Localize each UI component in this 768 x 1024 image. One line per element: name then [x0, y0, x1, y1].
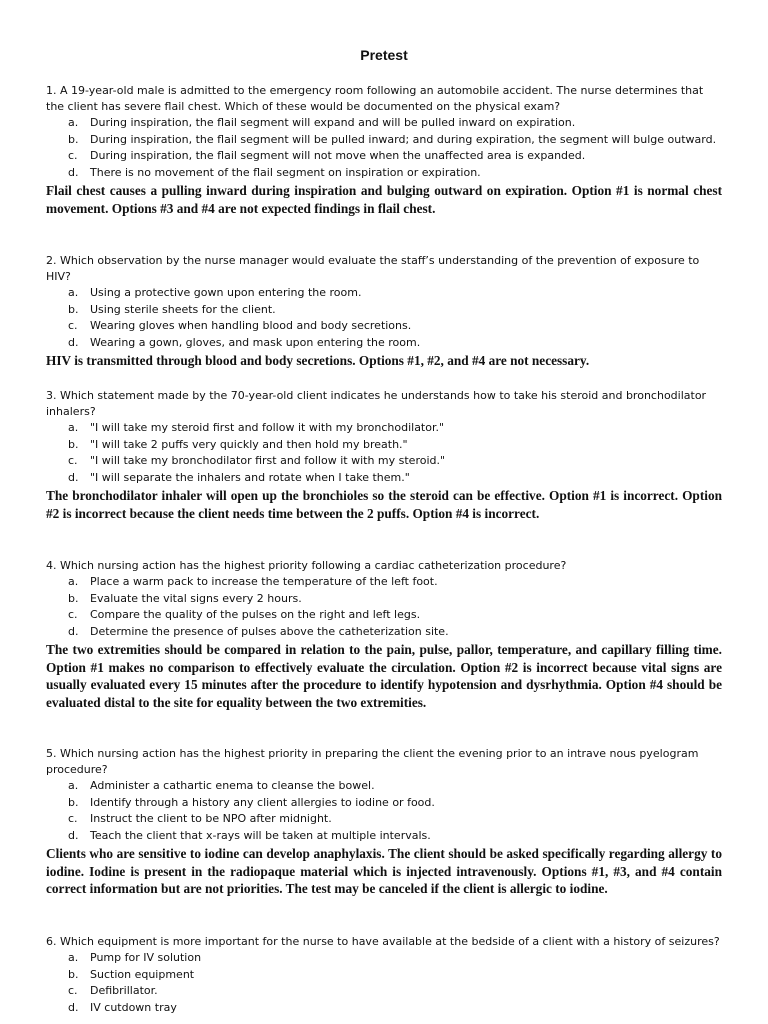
- option-d: [46, 165, 722, 182]
- option-text: Identify through a history any client allergies to iodine or food.: [90, 795, 435, 809]
- option-letter: d.: [68, 165, 79, 179]
- option-list: [46, 285, 722, 351]
- option-list: [46, 115, 722, 181]
- option-letter: b.: [68, 132, 79, 146]
- option-letter: a.: [68, 286, 79, 299]
- option-text: IV cutdown tray: [90, 1000, 177, 1014]
- option-list: [46, 420, 722, 486]
- option-b: [46, 591, 722, 608]
- option-b: [46, 132, 722, 149]
- option-c: [46, 607, 722, 624]
- option-b: [46, 967, 722, 984]
- option-text: There is no movement of the flail segment on inspiration or expiration.: [90, 165, 481, 179]
- question-4: [46, 558, 722, 711]
- option-text: "I will take my steroid first and follow it with my bronchodilator.": [90, 421, 445, 434]
- option-text: Wearing a gown, gloves, and mask upon entering the room.: [90, 335, 421, 349]
- option-text: Determine the presence of pulses above the catheterization site.: [90, 624, 449, 638]
- option-d: [46, 335, 722, 352]
- option-text: During inspiration, the flail segment will be pulled inward; and during expiration, the segment will bulge outward.: [90, 132, 717, 146]
- option-a: [46, 420, 722, 437]
- option-letter: c.: [68, 454, 78, 467]
- option-letter: b.: [68, 437, 79, 451]
- question-stem: 3. Which statement made by the 70-year-old client indicates he understands how to take his steroid and bronchodilator inhalers?: [46, 389, 707, 418]
- option-letter: d.: [68, 1000, 79, 1014]
- option-c: [46, 983, 722, 1000]
- option-b: [46, 437, 722, 454]
- option-a: [46, 115, 722, 132]
- option-text: During inspiration, the flail segment will expand and will be pulled inward on expiration.: [90, 116, 576, 129]
- option-a: [46, 950, 722, 967]
- option-a: [46, 574, 722, 591]
- option-d: [46, 1000, 722, 1017]
- option-text: Pump for IV solution: [90, 951, 202, 964]
- option-text: Using a protective gown upon entering the room.: [90, 286, 362, 299]
- question-1: [46, 83, 722, 217]
- option-letter: c.: [68, 812, 78, 825]
- question-stem: 5. Which nursing action has the highest priority in preparing the client the evening prior to an intrave nous pyelogram procedure?: [46, 747, 699, 776]
- option-b: [46, 302, 722, 319]
- option-text: "I will separate the inhalers and rotate when I take them.": [90, 470, 410, 484]
- option-list: [46, 778, 722, 844]
- option-text: Compare the quality of the pulses on the right and left legs.: [90, 608, 421, 621]
- option-text: Evaluate the vital signs every 2 hours.: [90, 591, 302, 605]
- option-letter: d.: [68, 335, 79, 349]
- answer-rationale: Clients who are sensitive to iodine can develop anaphylaxis. The client should be asked specifically regarding allergy to iodine. Iodine is present in the radiopaque material which is injected intravenously. Options #1, #3, and #4 contain correct information but are not priorities. The test may be canceled if the client is allergic to iodine.: [46, 846, 722, 897]
- option-list: [46, 950, 722, 1016]
- question-stem: 2. Which observation by the nurse manager would evaluate the staff’s understanding of the prevention of exposure to HIV?: [46, 254, 700, 283]
- question-2: [46, 253, 722, 370]
- option-letter: b.: [68, 967, 79, 981]
- option-letter: c.: [68, 984, 78, 997]
- option-letter: b.: [68, 591, 79, 605]
- option-letter: b.: [68, 795, 79, 809]
- option-letter: c.: [68, 149, 78, 162]
- option-a: [46, 778, 722, 795]
- option-text: Using sterile sheets for the client.: [90, 302, 276, 316]
- option-text: Wearing gloves when handling blood and body secretions.: [90, 319, 412, 332]
- question-6: [46, 934, 722, 1016]
- option-text: Place a warm pack to increase the temperature of the left foot.: [90, 575, 438, 588]
- question-stem: 6. Which equipment is more important for the nurse to have available at the bedside of a client with a history of seizures?: [46, 935, 720, 948]
- option-text: Suction equipment: [90, 967, 195, 981]
- option-letter: a.: [68, 779, 79, 792]
- option-letter: b.: [68, 302, 79, 316]
- option-letter: c.: [68, 319, 78, 332]
- option-text: Defibrillator.: [90, 984, 158, 997]
- option-text: Administer a cathartic enema to cleanse the bowel.: [90, 779, 375, 792]
- option-c: [46, 811, 722, 828]
- option-d: [46, 624, 722, 641]
- option-text: "I will take my bronchodilator first and follow it with my steroid.": [90, 454, 446, 467]
- option-d: [46, 470, 722, 487]
- option-c: [46, 148, 722, 165]
- answer-rationale: The two extremities should be compared in relation to the pain, pulse, pallor, temperature, and capillary filling time. Option #1 makes no comparison to effectively evaluate the circulation. Option #2 is incorrect because vital signs are usually evaluated every 15 minutes after the procedure to identify hypotension and dysrhythmia. Option #4 should be evaluated distal to the site for equality between the two extremities.: [46, 642, 722, 710]
- option-letter: d.: [68, 470, 79, 484]
- option-text: Instruct the client to be NPO after midnight.: [90, 812, 332, 825]
- option-b: [46, 795, 722, 812]
- question-5: [46, 746, 722, 898]
- answer-rationale: The bronchodilator inhaler will open up the bronchioles so the steroid can be effective. Option #1 is incorrect. Option #2 is incorrect because the client needs time between the 2 puffs. Option #4 is incorrect.: [46, 488, 722, 521]
- answer-rationale: Flail chest causes a pulling inward during inspiration and bulging outward on expiration. Option #1 is normal chest movement. Options #3 and #4 are not expected findings in flail chest.: [46, 183, 722, 216]
- option-list: [46, 574, 722, 640]
- question-stem: 4. Which nursing action has the highest priority following a cardiac catheterization procedure?: [46, 559, 567, 572]
- question-stem: 1. A 19-year-old male is admitted to the emergency room following an automobile accident. The nurse determines that the client has severe flail chest. Which of these would be documented on the physical exam?: [46, 84, 704, 113]
- option-letter: d.: [68, 624, 79, 638]
- answer-rationale: HIV is transmitted through blood and body secretions. Options #1, #2, and #4 are not necessary.: [46, 353, 590, 368]
- option-letter: a.: [68, 116, 79, 129]
- option-c: [46, 453, 722, 470]
- page-title: Pretest: [360, 47, 408, 63]
- option-letter: a.: [68, 951, 79, 964]
- option-letter: a.: [68, 575, 79, 588]
- option-text: During inspiration, the flail segment will not move when the unaffected area is expanded.: [90, 149, 586, 162]
- option-a: [46, 285, 722, 302]
- option-letter: c.: [68, 608, 78, 621]
- option-letter: a.: [68, 421, 79, 434]
- option-text: Teach the client that x-rays will be taken at multiple intervals.: [90, 828, 431, 842]
- option-text: "I will take 2 puffs very quickly and then hold my breath.": [90, 437, 408, 451]
- option-c: [46, 318, 722, 335]
- option-d: [46, 828, 722, 845]
- option-letter: d.: [68, 828, 79, 842]
- question-3: [46, 388, 722, 522]
